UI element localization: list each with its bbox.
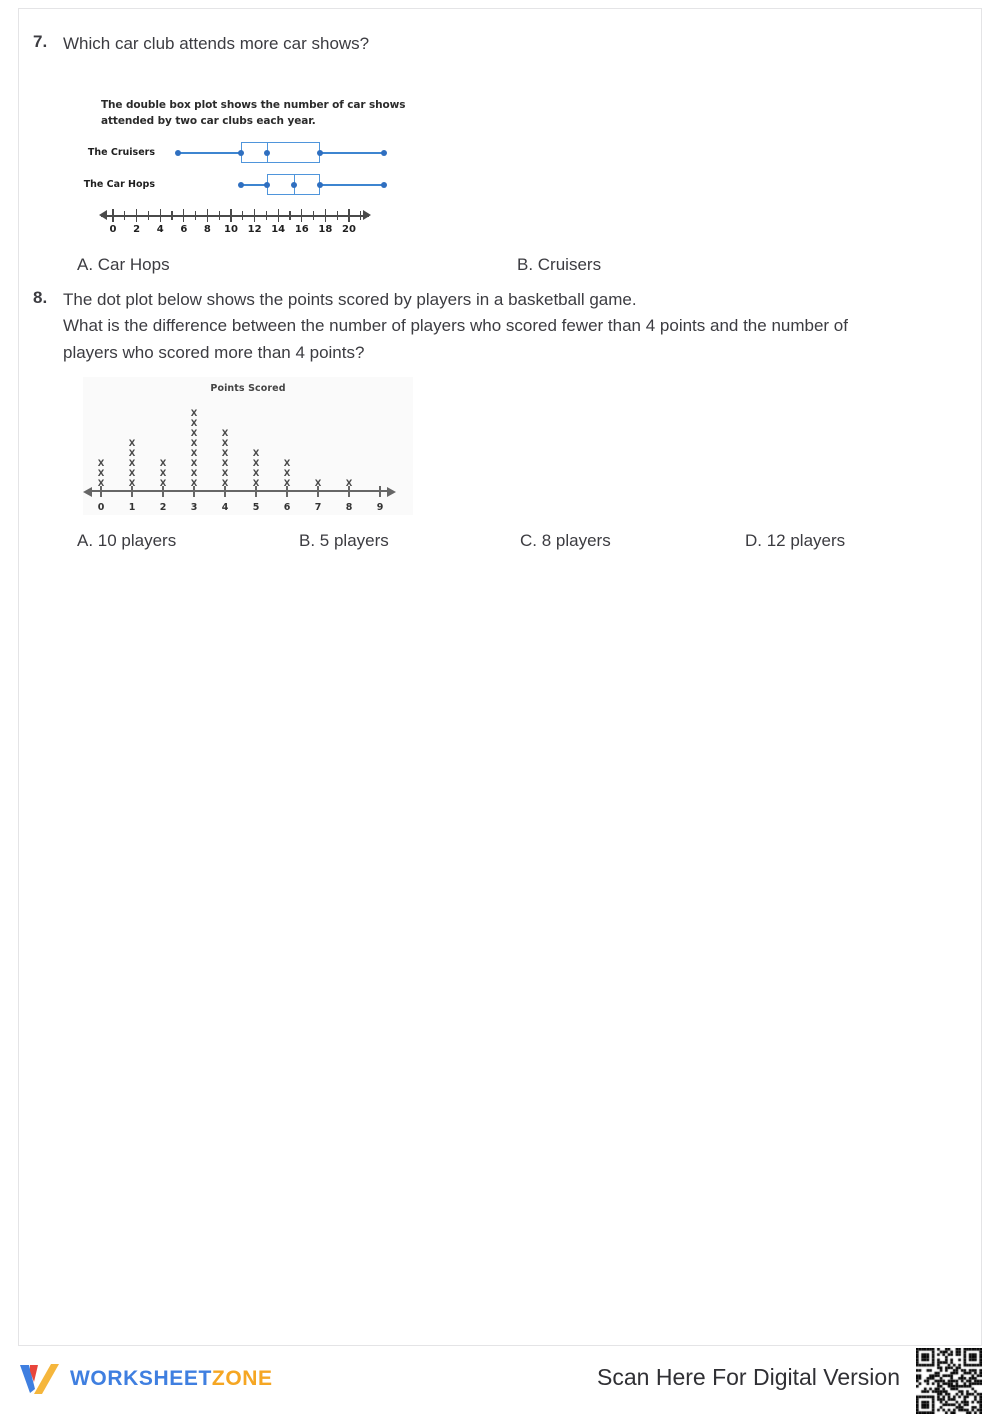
dot-carhops-min: [238, 182, 244, 188]
dot-plot: [83, 377, 413, 515]
dot-carhops-q1: [264, 182, 270, 188]
dot-plot-column: [217, 429, 233, 489]
question-8-prompt: [33, 287, 963, 366]
dot-plot-marker: X: [221, 449, 229, 459]
dot-plot-column: [93, 459, 109, 489]
number-line-tick: [313, 211, 314, 220]
dot-plot-marker: X: [128, 479, 136, 489]
page-footer: [18, 1352, 982, 1410]
question-7-choices: [77, 255, 977, 275]
question-7-prompt: [33, 31, 963, 57]
number-line-tick: [219, 211, 220, 220]
dot-plot-tick-label: 2: [159, 502, 167, 513]
dot-plot-marker: X: [252, 449, 260, 459]
double-box-plot: [83, 141, 423, 246]
number-line-tick: [148, 211, 149, 220]
choice-8-a[interactable]: A. 10 players: [77, 531, 177, 550]
dot-plot-title: Points Scored: [210, 383, 286, 394]
dot-cruisers-q3: [317, 150, 323, 156]
dot-plot-column: [310, 479, 326, 489]
whisker-cruisers-left: [178, 152, 241, 154]
dot-plot-tick-label: 1: [128, 502, 136, 513]
dot-plot-column: [279, 459, 295, 489]
arrow-right-icon: [387, 487, 396, 497]
question-7-number: 7.: [33, 32, 48, 51]
question-7: [33, 31, 963, 274]
dot-plot-marker: X: [97, 479, 105, 489]
dot-plot-marker: X: [314, 479, 322, 489]
dot-cruisers-min: [175, 150, 181, 156]
whisker-cruisers-right: [320, 152, 384, 154]
dot-plot-marker: X: [97, 459, 105, 469]
logo-text-primary: WORKSHEET: [70, 1367, 212, 1390]
dot-plot-marker: X: [221, 469, 229, 479]
number-line-tick-label: 4: [156, 224, 164, 235]
dot-plot-marker: X: [283, 469, 291, 479]
boxplot-number-line: [101, 205, 391, 245]
question-8-text-line-2: What is the difference between the number of players who scored fewer than 4 points and the number of: [63, 316, 848, 336]
dot-plot-marker: X: [221, 429, 229, 439]
choice-7-a[interactable]: A. Car Hops: [77, 255, 170, 274]
number-line-tick: [112, 209, 113, 222]
dot-plot-marker: X: [128, 449, 136, 459]
dot-plot-marker: X: [252, 479, 260, 489]
choice-7-b[interactable]: B. Cruisers: [517, 255, 602, 274]
dot-plot-tick: [379, 486, 380, 497]
dot-plot-marker: X: [190, 419, 198, 429]
number-line-tick: [325, 209, 326, 222]
scan-label: Scan Here For Digital Version: [597, 1364, 900, 1390]
dot-plot-tick-label: 0: [97, 502, 105, 513]
number-line-tick: [360, 211, 361, 220]
logo-text: [70, 1367, 273, 1391]
dot-plot-column: [124, 439, 140, 489]
dot-plot-tick-label: 3: [190, 502, 198, 513]
dot-plot-marker: X: [128, 459, 136, 469]
number-line-tick-label: 10: [224, 224, 238, 235]
number-line-tick-label: 16: [294, 224, 309, 235]
boxplot-series-label-carhops: The Car Hops: [83, 179, 155, 190]
dot-plot-marker: X: [252, 469, 260, 479]
number-line-tick: [124, 211, 125, 220]
number-line-tick-label: 12: [247, 224, 262, 235]
dot-carhops-q3: [317, 182, 323, 188]
boxplot-caption: The double box plot shows the number of car shows attended by two car clubs each year.: [101, 99, 406, 128]
number-line-tick-label: 20: [342, 224, 356, 235]
question-8: [33, 287, 963, 550]
dot-plot-marker: X: [128, 439, 136, 449]
dot-plot-marker: X: [128, 469, 136, 479]
number-line-tick: [337, 211, 338, 220]
dot-plot-marker: X: [283, 479, 291, 489]
number-line-tick: [242, 211, 243, 220]
number-line-tick-label: 0: [109, 224, 117, 235]
dot-plot-marker: X: [190, 479, 198, 489]
dot-plot-column: [341, 479, 357, 489]
dot-plot-column: [186, 409, 202, 489]
worksheet-zone-logo[interactable]: [18, 1362, 273, 1396]
dot-plot-tick-label: 9: [376, 502, 384, 513]
number-line-tick: [301, 209, 302, 222]
choice-8-d[interactable]: D. 12 players: [745, 531, 846, 550]
dot-plot-axis: [91, 490, 391, 492]
number-line-tick: [289, 211, 290, 220]
arrow-left-icon: [99, 210, 107, 220]
dot-plot-marker: X: [190, 439, 198, 449]
dot-cruisers-q1: [238, 150, 244, 156]
dot-plot-marker: X: [97, 469, 105, 479]
choice-8-b[interactable]: B. 5 players: [299, 531, 389, 550]
question-8-number: 8.: [33, 288, 48, 307]
logo-text-secondary: ZONE: [211, 1367, 273, 1390]
dot-carhops-max: [381, 182, 387, 188]
dot-plot-marker: X: [190, 409, 198, 419]
number-line-tick: [207, 209, 208, 222]
number-line-tick: [348, 209, 349, 222]
number-line-tick: [266, 211, 267, 220]
dot-plot-tick-label: 4: [221, 502, 229, 513]
dot-plot-marker: X: [221, 459, 229, 469]
arrow-left-icon: [83, 487, 92, 497]
question-7-text: Which car club attends more car shows?: [63, 34, 370, 53]
boxplot-series-label-cruisers: The Cruisers: [87, 147, 155, 158]
number-line-tick: [160, 209, 161, 222]
question-8-choices: [77, 531, 977, 551]
number-line-tick: [230, 209, 231, 222]
number-line-axis: [101, 215, 369, 217]
dot-cruisers-max: [381, 150, 387, 156]
dot-plot-marker: X: [221, 439, 229, 449]
question-8-text-line-3: players who scored more than 4 points?: [63, 342, 365, 362]
dot-plot-column: [155, 459, 171, 489]
dot-plot-marker: X: [190, 459, 198, 469]
number-line-tick-label: 18: [318, 224, 333, 235]
dot-plot-tick-label: 6: [283, 502, 291, 513]
number-line-tick: [171, 211, 172, 220]
number-line-tick-label: 6: [180, 224, 188, 235]
number-line-tick-label: 8: [203, 224, 211, 235]
number-line-tick-label: 2: [133, 224, 141, 235]
dot-plot-marker: X: [345, 479, 353, 489]
dot-plot-marker: X: [190, 429, 198, 439]
dot-plot-marker: X: [190, 449, 198, 459]
question-8-text-line-1: The dot plot below shows the points scored by players in a basketball game.: [63, 290, 637, 309]
number-line-tick: [278, 209, 279, 222]
question-7-figure: [83, 97, 503, 252]
number-line-tick: [183, 209, 184, 222]
number-line-tick: [136, 209, 137, 222]
dot-plot-marker: X: [283, 459, 291, 469]
dot-plot-marker: X: [190, 469, 198, 479]
dot-carhops-median: [291, 182, 297, 188]
number-line-tick-label: 14: [271, 224, 286, 235]
qr-code[interactable]: [916, 1348, 982, 1414]
whisker-carhops-right: [320, 184, 384, 186]
dot-plot-tick-label: 8: [345, 502, 353, 513]
choice-8-c[interactable]: C. 8 players: [520, 531, 611, 550]
logo-mark-icon: [18, 1362, 60, 1396]
dot-plot-marker: X: [159, 479, 167, 489]
number-line-tick: [195, 211, 196, 220]
arrow-right-icon: [363, 210, 371, 220]
dot-plot-tick-label: 5: [252, 502, 260, 513]
dot-plot-marker: X: [252, 459, 260, 469]
dot-plot-tick-label: 7: [314, 502, 322, 513]
dot-plot-marker: X: [221, 479, 229, 489]
dot-cruisers-median: [264, 150, 270, 156]
question-8-figure: [83, 377, 413, 515]
number-line-tick: [254, 209, 255, 222]
worksheet-page: [18, 8, 982, 1346]
dot-plot-marker: X: [159, 469, 167, 479]
box-cruisers: [241, 142, 320, 163]
dot-plot-column: [248, 449, 264, 489]
dot-plot-marker: X: [159, 459, 167, 469]
